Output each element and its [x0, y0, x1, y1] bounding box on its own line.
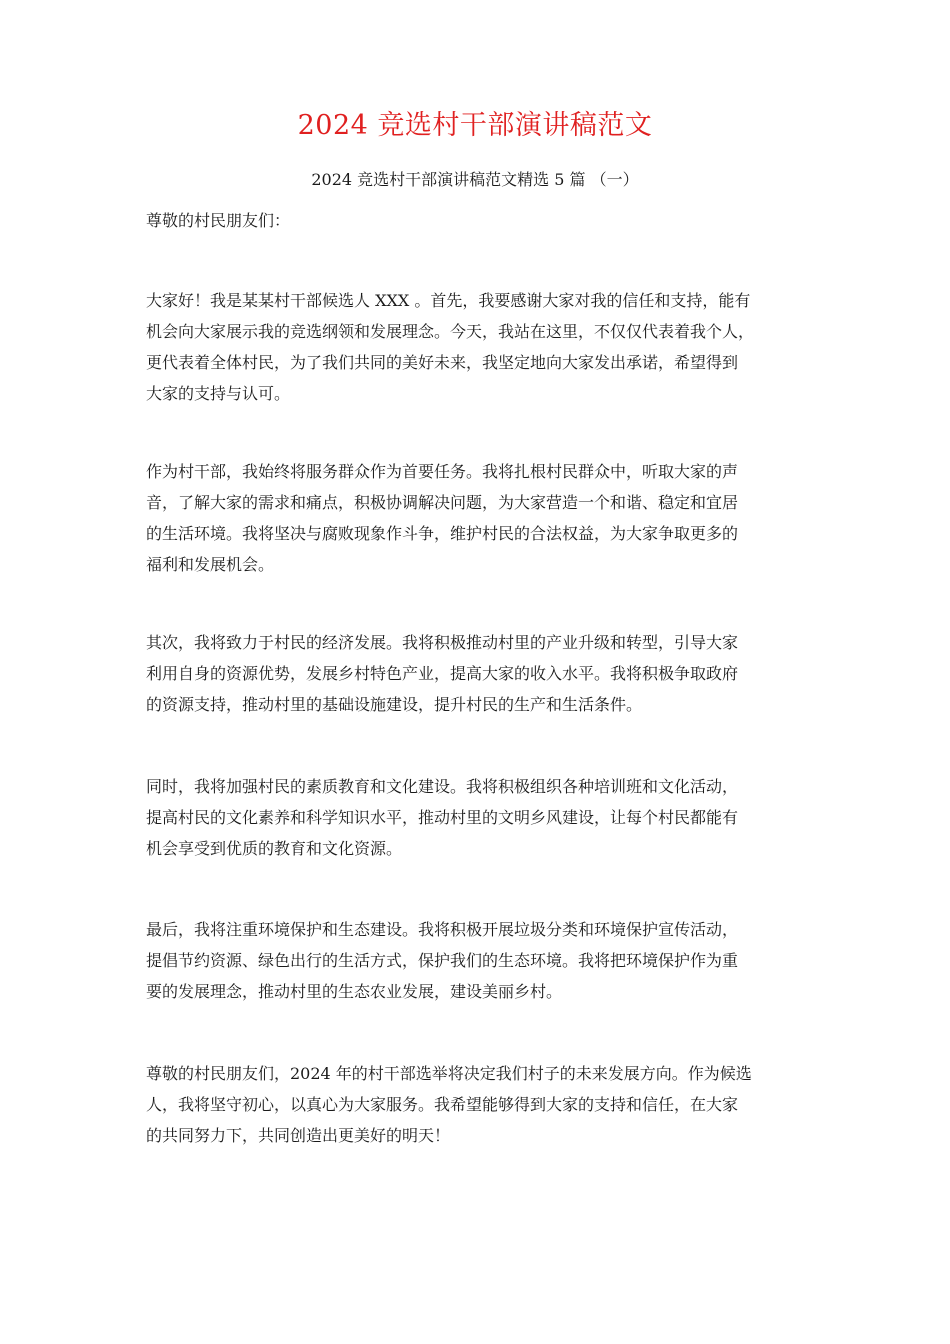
paragraph-line: 的共同努力下，共同创造出更美好的明天！: [146, 1126, 451, 1145]
paragraph-line: 其次，我将致力于村民的经济发展。我将积极推动村里的产业升级和转型，引导大家: [146, 633, 739, 652]
document-title: 2024 竞选村干部演讲稿范文: [297, 110, 653, 141]
paragraph-line: 大家好！我是某某村干部候选人 XXX 。首先，我要感谢大家对我的信任和支持，能有: [146, 291, 751, 310]
paragraph-line: 机会享受到优质的教育和文化资源。: [146, 839, 403, 858]
paragraph-line: 提倡节约资源、绿色出行的生活方式，保护我们的生态环境。我将把环境保护作为重: [146, 951, 739, 970]
paragraph: [146, 914, 811, 1007]
paragraph-line: 尊敬的村民朋友们，2024 年的村干部选举将决定我们村子的未来发展方向。作为候选: [146, 1064, 752, 1083]
paragraph-line: 同时，我将加强村民的素质教育和文化建设。我将积极组织各种培训班和文化活动，: [146, 777, 739, 796]
paragraph-line: 的资源支持，推动村里的基础设施建设，提升村民的生产和生活条件。: [146, 695, 643, 714]
paragraph-line: 的生活环境。我将坚决与腐败现象作斗争，维护村民的合法权益，为大家争取更多的: [146, 524, 739, 543]
paragraph-line: 福利和发展机会。: [146, 555, 275, 574]
paragraph: [146, 771, 811, 864]
paragraph-line: 作为村干部，我始终将服务群众作为首要任务。我将扎根村民群众中，听取大家的声: [146, 462, 739, 481]
paragraph: [146, 285, 811, 409]
paragraph-line: 要的发展理念，推动村里的生态农业发展，建设美丽乡村。: [146, 982, 563, 1001]
paragraph: [146, 456, 811, 580]
paragraph-line: 提高村民的文化素养和科学知识水平，推动村里的文明乡风建设，让每个村民都能有: [146, 808, 739, 827]
paragraph-line: 最后，我将注重环境保护和生态建设。我将积极开展垃圾分类和环境保护宣传活动，: [146, 920, 739, 939]
paragraph-line: 音，了解大家的需求和痛点，积极协调解决问题，为大家营造一个和谐、稳定和宜居: [146, 493, 739, 512]
paragraph-line: 人，我将坚守初心，以真心为大家服务。我希望能够得到大家的支持和信任，在大家: [146, 1095, 739, 1114]
paragraph-line: 机会向大家展示我的竞选纲领和发展理念。今天，我站在这里，不仅仅代表着我个人，: [146, 322, 755, 341]
paragraph-line: 大家的支持与认可。: [146, 384, 291, 403]
paragraph-line: 利用自身的资源优势，发展乡村特色产业，提高大家的收入水平。我将积极争取政府: [146, 664, 739, 683]
paragraph: [146, 1058, 811, 1151]
paragraph-line: 更代表着全体村民，为了我们共同的美好未来，我坚定地向大家发出承诺，希望得到: [146, 353, 739, 372]
greeting-line: 尊敬的村民朋友们：: [146, 211, 291, 230]
paragraph: [146, 627, 811, 720]
document-subtitle: 2024 竞选村干部演讲稿范文精选 5 篇 （一）: [311, 170, 639, 189]
